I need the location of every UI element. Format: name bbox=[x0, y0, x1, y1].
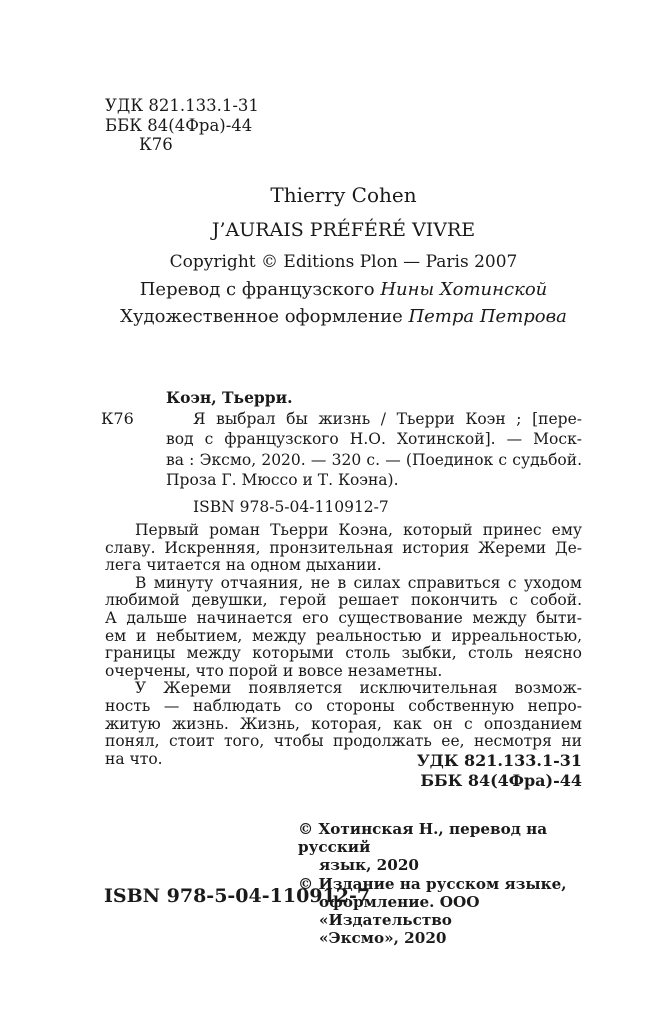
classification-top-block bbox=[105, 96, 259, 155]
translation-credit-prefix: Перевод с французского bbox=[139, 279, 381, 300]
catalog-line: Я выбрал бы жизнь / Тьерри Коэн ; [пере- bbox=[193, 409, 582, 428]
design-credit-prefix: Художественное оформление bbox=[120, 306, 409, 327]
annotation-line: славу. Искренняя, пронзительная история Жереми Де- bbox=[105, 538, 582, 557]
annotation-line: понял, стоит того, чтобы продолжать ее, несмотря ни bbox=[105, 732, 582, 751]
original-copyright-line: Copyright © Editions Plon — Paris 2007 bbox=[169, 252, 518, 272]
catalog-card bbox=[166, 388, 582, 518]
copyright-notice-line: «Эксмо», 2020 bbox=[319, 929, 447, 948]
annotation-block bbox=[105, 522, 582, 768]
title-block bbox=[105, 183, 582, 327]
catalog-isbn: ISBN 978-5-04-110912-7 bbox=[193, 497, 389, 516]
udk-code: УДК 821.133.1-31 bbox=[105, 96, 259, 115]
copyright-notice-line: © Хотинская Н., перевод на русский bbox=[298, 820, 548, 857]
annotation-line: любимой девушки, герой решает покончить с собой. bbox=[105, 591, 582, 610]
translation-credit bbox=[105, 279, 582, 300]
catalog-line: вод с французского Н.О. Хотинской]. — Моск- bbox=[166, 430, 582, 449]
annotation-line: У Жереми появляется исключительная возмож- bbox=[135, 679, 582, 698]
copyright-notices bbox=[298, 820, 600, 947]
annotation-line: на что. bbox=[105, 749, 163, 768]
classification-bottom-block bbox=[417, 751, 582, 790]
copyright-notice-line: язык, 2020 bbox=[319, 856, 419, 875]
annotation-line: очерчены, что порой и вовсе незаметны. bbox=[105, 661, 443, 680]
translator-name: Нины Хотинской bbox=[380, 279, 548, 300]
bbk-code-bottom: ББК 84(4Фра)-44 bbox=[420, 770, 582, 790]
isbn-number: ISBN 978-5-04-110912-7 bbox=[104, 885, 371, 907]
annotation-line: В минуту отчаяния, не в силах справиться с уходом bbox=[135, 573, 582, 592]
udk-code-bottom: УДК 821.133.1-31 bbox=[416, 751, 582, 770]
design-credit bbox=[105, 306, 582, 327]
catalog-line: Проза Г. Мюссо и Т. Коэна). bbox=[166, 471, 399, 490]
annotation-line: житую жизнь. Жизнь, которая, как он с опозданием bbox=[105, 714, 582, 733]
original-title: J’AURAIS PRÉFÉRÉ VIVRE bbox=[211, 219, 476, 241]
copyright-notice-line: оформление. ООО «Издательство bbox=[319, 892, 480, 930]
annotation-line: границы между которыми столь зыбки, столь неясно bbox=[105, 644, 582, 663]
bbk-code: ББК 84(4Фра)-44 bbox=[105, 115, 253, 135]
copyright-notice-line: © Издание на русском языке, bbox=[298, 874, 567, 893]
author-name: Thierry Cohen bbox=[270, 183, 417, 207]
designer-name: Петра Петрова bbox=[408, 306, 567, 327]
annotation-line: ность — наблюдать со стороны собственную непро- bbox=[105, 696, 582, 715]
author-sign: К76 bbox=[139, 135, 173, 154]
catalog-line: ва : Эксмо, 2020. — 320 с. — (Поединок с судьбой. bbox=[166, 450, 582, 469]
annotation-line: Первый роман Тьерри Коэна, который принес ему bbox=[135, 521, 582, 539]
annotation-line: ем и небытием, между реальностью и ирреальностью, bbox=[105, 626, 582, 645]
annotation-line: А дальше начинается его существование между быти- bbox=[105, 608, 582, 627]
annotation-line: лега читается на одном дыхании. bbox=[105, 556, 382, 575]
catalog-heading: Коэн, Тьерри. bbox=[166, 388, 293, 407]
catalog-author-sign: К76 bbox=[101, 409, 134, 428]
